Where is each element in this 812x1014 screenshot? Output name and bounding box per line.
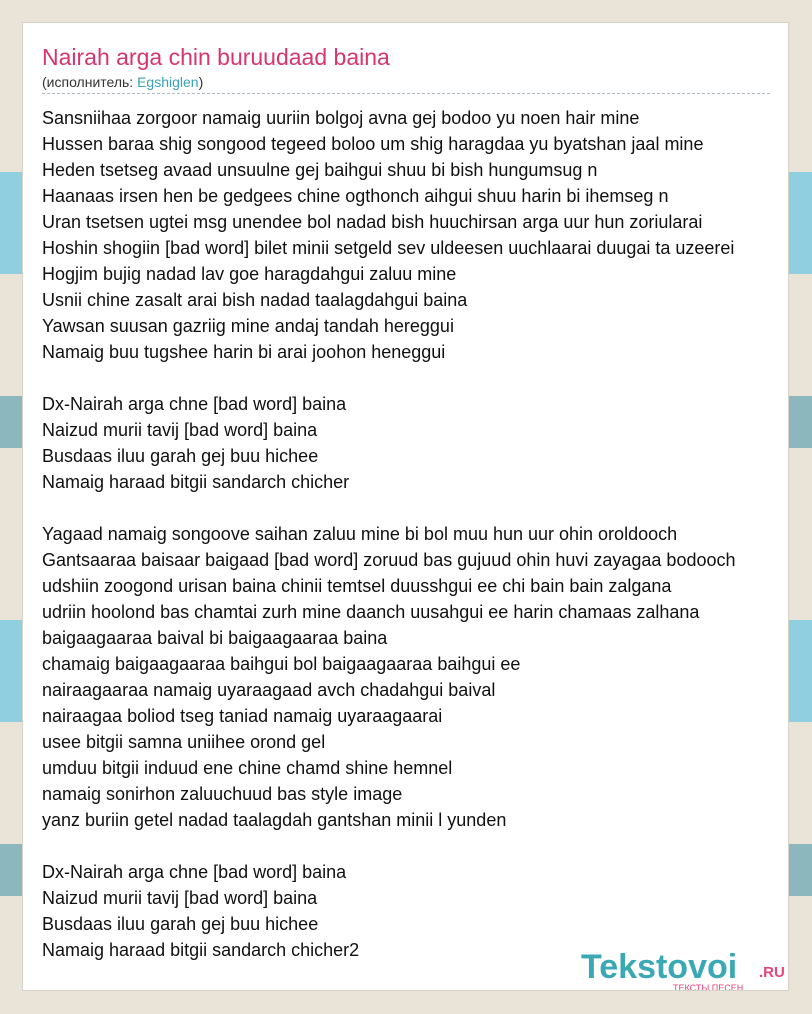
- lyric-line: Dx-Nairah arga chne [bad word] baina: [42, 862, 347, 882]
- lyric-line: Sansniihaa zorgoor namaig uuriin bolgoj avna gej bodoo yu noen hair mine: [42, 108, 640, 128]
- lyric-line: Naizud murii tavij [bad word] baina: [42, 888, 318, 908]
- lyric-line: nairaagaaraa namaig uyaraagaad avch chadahgui baival: [42, 680, 496, 700]
- stanza-break: [42, 495, 789, 521]
- logo-domain: .RU: [759, 964, 785, 981]
- lyric-line: Hogjim bujig nadad lav goe haragdahgui zaluu mine: [42, 264, 457, 284]
- lyrics-card: [22, 22, 789, 991]
- lyric-line: Dx-Nairah arga chne [bad word] baina: [42, 394, 347, 414]
- lyric-line: yanz buriin getel nadad taalagdah gantshan minii l yunden: [42, 810, 507, 830]
- divider: [42, 93, 770, 94]
- lyric-line: Busdaas iluu garah gej buu hichee: [42, 446, 319, 466]
- lyric-line: nairaagaa boliod tseg taniad namaig uyaraagaarai: [42, 706, 443, 726]
- lyric-line: Haanaas irsen hen be gedgees chine ogthonch aihgui shuu harin bi ihemseg n: [42, 186, 669, 206]
- lyric-line: Usnii chine zasalt arai bish nadad taalagdahgui baina: [42, 290, 468, 310]
- lyric-line: Naizud murii tavij [bad word] baina: [42, 420, 318, 440]
- lyric-line: baigaagaaraa baival bi baigaagaaraa baina: [42, 628, 388, 648]
- artist-link[interactable]: Egshiglen: [137, 74, 199, 90]
- page-title: Nairah arga chin buruudaad baina: [42, 44, 390, 70]
- artist-prefix: (исполнитель:: [42, 74, 138, 90]
- lyric-line: Busdaas iluu garah gej buu hichee: [42, 914, 319, 934]
- lyric-line: udriin hoolond bas chamtai zurh mine daanch uusahgui ee harin chamaas zalhana: [42, 602, 700, 622]
- lyric-line: Namaig haraad bitgii sandarch chicher2: [42, 940, 360, 960]
- lyric-line: Namaig haraad bitgii sandarch chicher: [42, 472, 350, 492]
- lyric-line: umduu bitgii induud ene chine chamd shine hemnel: [42, 758, 453, 778]
- stanza-break: [42, 833, 789, 859]
- logo-wordmark: Tekstovoi: [581, 948, 738, 986]
- lyric-line: Namaig buu tugshee harin bi arai joohon heneggui: [42, 342, 446, 362]
- lyric-line: Heden tsetseg avaad unsuulne gej baihgui shuu bi bish hungumsug n: [42, 160, 598, 180]
- lyric-line: Hoshin shogiin [bad word] bilet minii setgeld sev uldeesen uuchlaarai duugai ta uzeerei: [42, 238, 735, 258]
- logo-tagline: ТЕКСТЫ ПЕСЕН: [673, 983, 744, 991]
- lyric-line: Uran tsetsen ugtei msg unendee bol nadad bish huuchirsan arga uur hun zoriularai: [42, 212, 703, 232]
- stanza-break: [42, 365, 789, 391]
- lyric-line: namaig sonirhon zaluuchuud bas style image: [42, 784, 403, 804]
- lyric-line: chamaig baigaagaaraa baihgui bol baigaagaaraa baihgui ee: [42, 654, 521, 674]
- artist-line: [42, 74, 203, 90]
- site-logo[interactable]: [581, 948, 785, 991]
- artist-suffix: ): [198, 74, 204, 90]
- lyrics-text: [42, 105, 789, 963]
- lyric-line: usee bitgii samna uniihee orond gel: [42, 732, 326, 752]
- lyric-line: Gantsaaraa baisaar baigaad [bad word] zoruud bas gujuud ohin huvi zayagaa bodooch: [42, 550, 736, 570]
- lyric-line: udshiin zoogond urisan baina chinii temtsel duusshgui ee chi bain bain zalgana: [42, 576, 672, 596]
- lyric-line: Hussen baraa shig songood tegeed boloo um shig haragdaa yu byatshan jaal mine: [42, 134, 704, 154]
- lyric-line: Yawsan suusan gazriig mine andaj tandah hereggui: [42, 316, 454, 336]
- lyric-line: Yagaad namaig songoove saihan zaluu mine bi bol muu hun uur ohin oroldooch: [42, 524, 678, 544]
